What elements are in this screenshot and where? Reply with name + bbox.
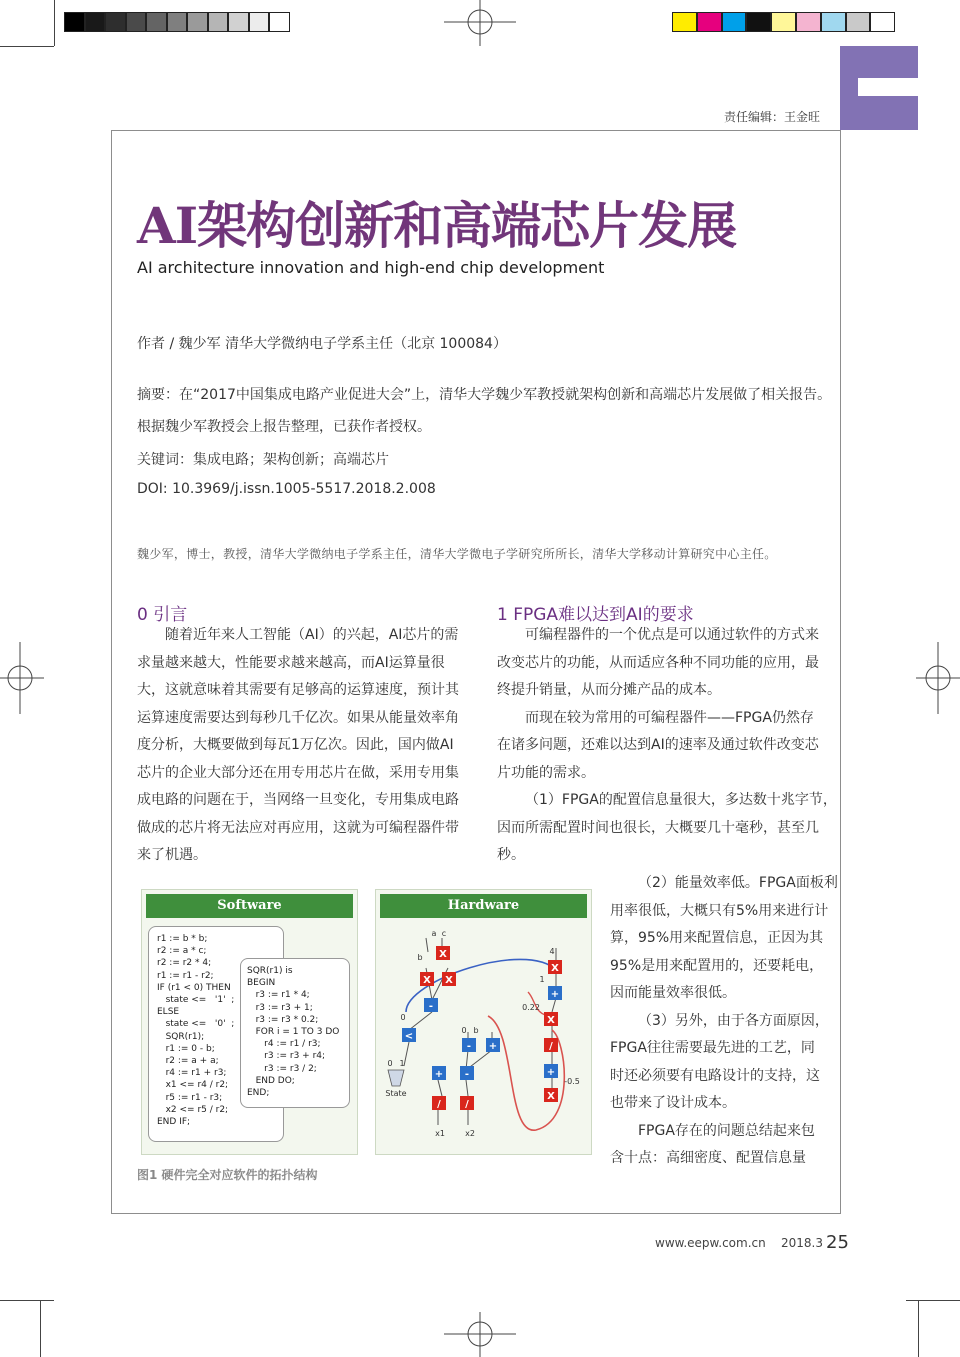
calibration-swatch [796, 12, 821, 32]
calibration-swatch [821, 12, 846, 32]
hw-label: 4 [549, 947, 555, 956]
calibration-swatch [228, 12, 249, 32]
calibration-swatch [697, 12, 722, 32]
svg-text:X: X [439, 949, 447, 960]
svg-text:/: / [549, 1041, 553, 1052]
svg-text:/: / [437, 1099, 441, 1110]
registration-target-top [444, 0, 516, 46]
body-line: 做成的芯片将无法应对再应用，这就为可编程器件带 [137, 819, 459, 836]
hardware-dataflow-graph [376, 920, 593, 1156]
hw-label: 1 [539, 975, 545, 984]
svg-text:<: < [404, 1031, 414, 1042]
section-1-body-continued [610, 870, 838, 1173]
registration-target-right [916, 642, 960, 714]
doi: DOI: 10.3969/j.issn.1005-5517.2018.2.008 [137, 481, 436, 497]
hardware-panel-header: Hardware [380, 894, 587, 918]
page-number: 25 [826, 1232, 849, 1253]
svg-text:X: X [423, 975, 431, 986]
body-line: 也带来了设计成本。 [610, 1095, 736, 1111]
body-line: 片功能的需求。 [497, 764, 595, 781]
crop-mark-bottom-left-v [40, 1300, 41, 1357]
body-line: 时还必须要有电路设计的支持，这 [610, 1067, 820, 1084]
calibration-swatch [269, 12, 290, 32]
calibration-swatch [146, 12, 167, 32]
section-tab-notch [858, 78, 918, 96]
body-line: （3）另外，由于各方面原因， [638, 1012, 829, 1029]
svg-text:X: X [547, 1091, 555, 1102]
section-1-heading: 1 FPGA难以达到AI的要求 [497, 605, 694, 625]
crop-mark-top-left-v [54, 0, 55, 46]
svg-text:-: - [464, 1069, 470, 1080]
hw-label: x2 [465, 1129, 475, 1138]
abstract-line-2: 根据魏少军教授会上报告整理，已获作者授权。 [137, 419, 431, 435]
calibration-swatch [846, 12, 871, 32]
body-line: FPGA存在的问题总结起来包 [638, 1122, 815, 1139]
hw-label: 0.22 [522, 1003, 540, 1012]
hw-label: 1 [399, 1059, 405, 1068]
body-line: 秒。 [497, 847, 525, 863]
svg-text:+: + [546, 1067, 556, 1078]
hw-label: c [441, 929, 447, 938]
keywords: 关键词：集成电路；架构创新；高端芯片 [137, 452, 389, 468]
svg-text:-: - [466, 1041, 472, 1052]
calibration-swatch [126, 12, 147, 32]
body-line: FPGA往往需要最先进的工艺，同 [610, 1040, 815, 1056]
author-line: 作者 / 魏少军 清华大学微纳电子学系主任（北京 100084） [137, 336, 507, 352]
svg-text:-: - [428, 1001, 434, 1012]
hw-label: -0.5 [564, 1077, 580, 1086]
body-line: 而现在较为常用的可编程器件——FPGA仍然存 [525, 709, 814, 726]
sqr-code-box [240, 958, 350, 1108]
software-panel-header: Software [146, 894, 353, 918]
registration-target-left [0, 642, 44, 714]
body-line: 含十点：高细密度、配置信息量 [610, 1150, 806, 1166]
calibration-swatch [870, 12, 895, 32]
main-code: r1 := b * b; r2 := a * c; r2 := r2 * 4; r1 := r1 - r2; IF (r1 < 0) THEN state <= '1' ; ELSE state <= '0' ; SQR(r1); r1 := 0 - b; r2 := a + a; r4 := r1 + r3; x1 <= r4 / r2; r5 := r1 - r3; x2 <= r5 / r2; END IF; [157, 934, 235, 1128]
body-line: 因而能量效率很低。 [610, 985, 736, 1001]
author-bio: 魏少军，博士，教授，清华大学微纳电子学系主任，清华大学微电子学研究所所长，清华大学移动计算研究中心主任。 [137, 547, 777, 561]
body-line: 运算速度需要达到每秒几千亿次。如果从能量效率角 [137, 709, 459, 726]
svg-text:+: + [550, 989, 560, 1000]
body-line: 可编程器件的一个优点是可以通过软件的方式来 [525, 627, 819, 643]
hw-label: x1 [435, 1129, 445, 1138]
footer-issue: 2018.3 [781, 1236, 823, 1250]
body-line: （1）FPGA的配置信息量很大，多达数十兆字节， [525, 792, 837, 808]
svg-text:+: + [434, 1069, 444, 1080]
footer-website: www.eepw.com.cn [655, 1236, 766, 1250]
body-line: 改变芯片的功能，从而适应各种不同功能的应用，最 [497, 654, 819, 671]
body-line: （2）能量效率低。FPGA面板利 [638, 875, 838, 891]
calibration-swatch [672, 12, 697, 32]
calibration-swatch [722, 12, 747, 32]
svg-text:+: + [488, 1041, 498, 1052]
svg-text:X: X [551, 963, 559, 974]
calibration-swatch [187, 12, 208, 32]
calibration-swatch [105, 12, 126, 32]
body-line: 因而所需配置时间也很长，大概要几十毫秒，甚至几 [497, 819, 819, 836]
responsible-editor: 责任编辑：王金旺 [724, 110, 821, 124]
svg-text:/: / [465, 1099, 469, 1110]
section-1-body [497, 622, 837, 870]
calibration-swatch [249, 12, 270, 32]
body-line: 大，这就意味着其需要有足够高的运算速度，预计其 [137, 682, 459, 698]
body-line: 终提升销量，从而分摊产品的成本。 [497, 682, 721, 698]
figure-caption: 图1 硬件完全对应软件的拓扑结构 [137, 1168, 318, 1182]
body-line: 95%是用来配置用的，还要耗电， [610, 957, 824, 974]
article-subtitle: AI architecture innovation and high-end chip development [137, 258, 605, 277]
calibration-swatch [64, 12, 85, 32]
sqr-code: SQR(r1) is BEGIN r3 := r1 * 4; r3 := r3 + 1; r3 := r3 * 0.2; FOR i = 1 TO 3 DO r4 := r1 / r3; r3 := r3 + r4; r3 := r3 / 2; END DO; END; [247, 966, 340, 1099]
hw-label: State [385, 1089, 407, 1098]
body-line: 芯片的企业大部分还在用专用芯片在做，采用专用集 [137, 764, 459, 781]
calibration-swatch [746, 12, 771, 32]
body-line: 随着近年来人工智能（AI）的兴起，AI芯片的需 [165, 627, 459, 643]
body-line: 度分析，大概要做到每瓦1万亿次。因此，国内做AI [137, 737, 454, 753]
svg-text:X: X [445, 975, 453, 986]
body-line: 算，95%用来配置信息，正因为其 [610, 930, 824, 946]
hw-label: b [417, 953, 423, 962]
hw-label: 0 [400, 1013, 406, 1022]
hw-label: b [473, 1026, 479, 1035]
crop-mark-bottom-right-v [918, 1300, 919, 1357]
section-0-heading: 0 引言 [137, 605, 188, 625]
body-line: 成电路的问题在于，当网络一旦变化，专用集成电路 [137, 792, 459, 808]
hardware-panel [375, 889, 592, 1155]
calibration-swatch [771, 12, 796, 32]
article-title: AI架构创新和高端芯片发展 [137, 196, 737, 255]
crop-mark-bottom-left-h [0, 1300, 54, 1301]
svg-text:X: X [547, 1015, 555, 1026]
calibration-swatch [167, 12, 188, 32]
software-panel [141, 889, 358, 1155]
crop-mark-top-left-h [0, 46, 54, 47]
body-line: 用率很低，大概只有5%用来进行计 [610, 902, 829, 919]
body-line: 求量越来越大，性能要求越来越高，而AI运算量很 [137, 654, 445, 671]
hw-label: 0 [461, 1026, 467, 1035]
body-line: 来了机遇。 [137, 847, 207, 863]
calibration-swatch [208, 12, 229, 32]
state-mux [388, 1070, 404, 1086]
crop-mark-bottom-right-h [906, 1300, 960, 1301]
registration-target-bottom [444, 1312, 516, 1357]
hw-label: 0 [387, 1059, 393, 1068]
hw-label: a [431, 929, 437, 938]
body-line: 在诸多问题，还难以达到AI的速率及通过软件改变芯 [497, 737, 819, 753]
calibration-swatch [85, 12, 106, 32]
section-0-body [137, 622, 467, 870]
abstract-line-1: 摘要：在“2017中国集成电路产业促进大会”上，清华大学魏少军教授就架构创新和高端芯片发展做了相关报告。 [137, 387, 832, 403]
